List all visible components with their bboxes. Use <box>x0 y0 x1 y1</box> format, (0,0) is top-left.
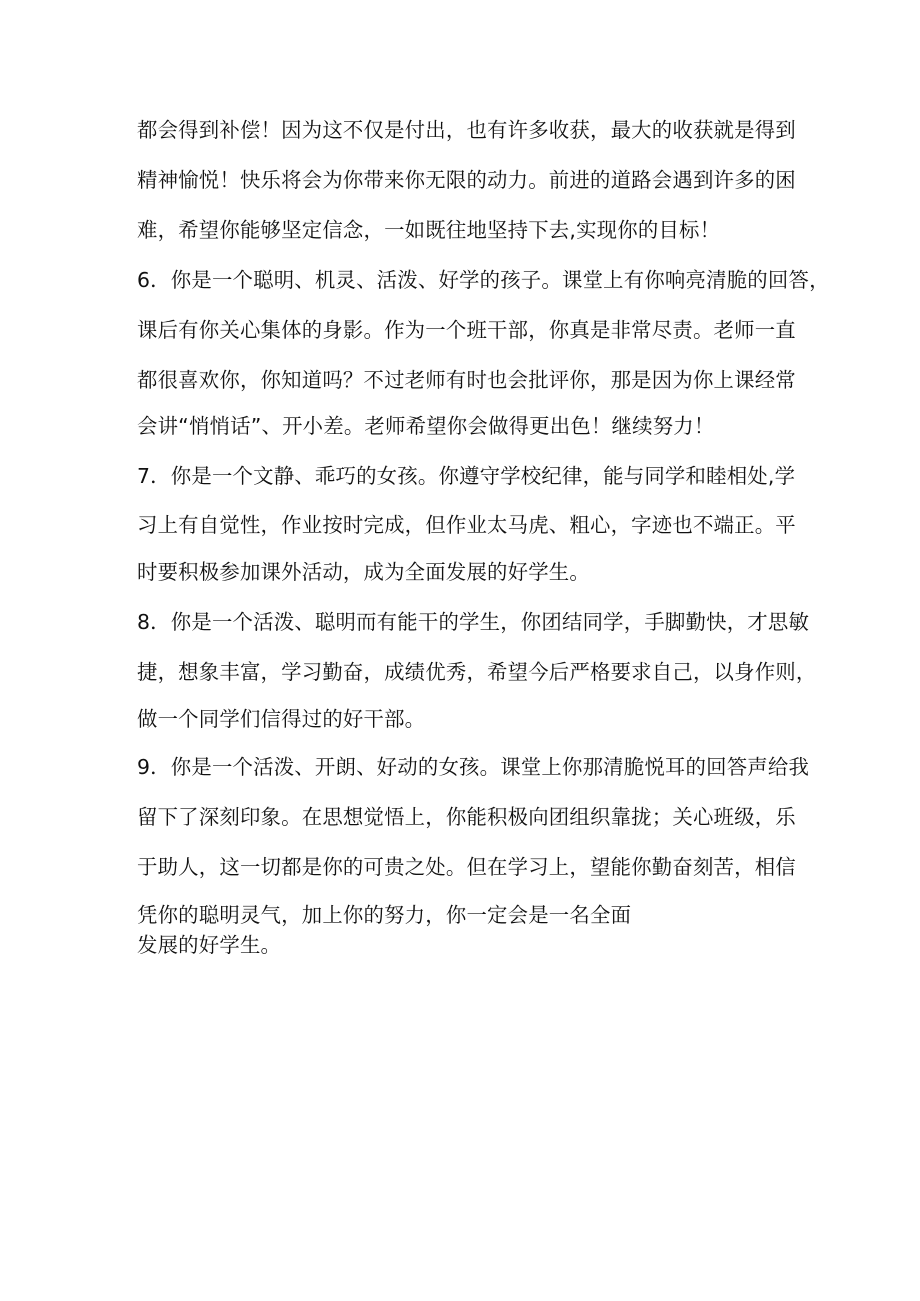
text-line: 凭你的聪明灵气，加上你的努力，你一定会是一名全面 <box>137 903 632 927</box>
text-line: 都会得到补偿！因为这不仅是付出，也有许多收获，最大的收获就是得到 <box>137 118 796 142</box>
text-line: 精神愉悦！快乐将会为你带来你无限的动力。前进的道路会遇到许多的困 <box>137 168 796 192</box>
text-line: 时要积极参加课外活动，成为全面发展的好学生。 <box>137 560 590 584</box>
text-line: 7．你是一个文静、乖巧的女孩。你遵守学校纪律，能与同学和睦相处,学 <box>137 464 796 488</box>
text-line: 课后有你关心集体的身影。作为一个班干部，你真是非常尽责。老师一直 <box>137 318 796 342</box>
text-line: 6．你是一个聪明、机灵、活泼、好学的孩子。课堂上有你响亮清脆的回答， <box>137 268 830 292</box>
text-line: 习上有自觉性，作业按时完成，但作业太马虎、粗心，字迹也不端正。平 <box>137 513 796 537</box>
text-line: 8．你是一个活泼、聪明而有能干的学生，你团结同学，手脚勤快，才思敏 <box>137 610 810 634</box>
text-line: 做一个同学们信得过的好干部。 <box>137 707 426 731</box>
text-line: 捷，想象丰富，学习勤奋，成绩优秀，希望今后严格要求自己，以身作则， <box>137 660 817 684</box>
text-line: 都很喜欢你，你知道吗？不过老师有时也会批评你，那是因为你上课经常 <box>137 368 796 392</box>
text-line: 难，希望你能够坚定信念，一如既往地坚持下去,实现你的目标！ <box>137 218 721 242</box>
text-line: 发展的好学生。 <box>137 933 282 957</box>
text-line: 于助人，这一切都是你的可贵之处。但在学习上，望能你勤奋刻苦，相信 <box>137 855 796 879</box>
text-line: 留下了深刻印象。在思想觉悟上，你能积极向团组织靠拢；关心班级，乐 <box>137 805 796 829</box>
text-line: 会讲“悄悄话”、开小差。老师希望你会做得更出色！继续努力！ <box>137 414 715 438</box>
text-line: 9．你是一个活泼、开朗、好动的女孩。课堂上你那清脆悦耳的回答声给我 <box>137 755 810 779</box>
